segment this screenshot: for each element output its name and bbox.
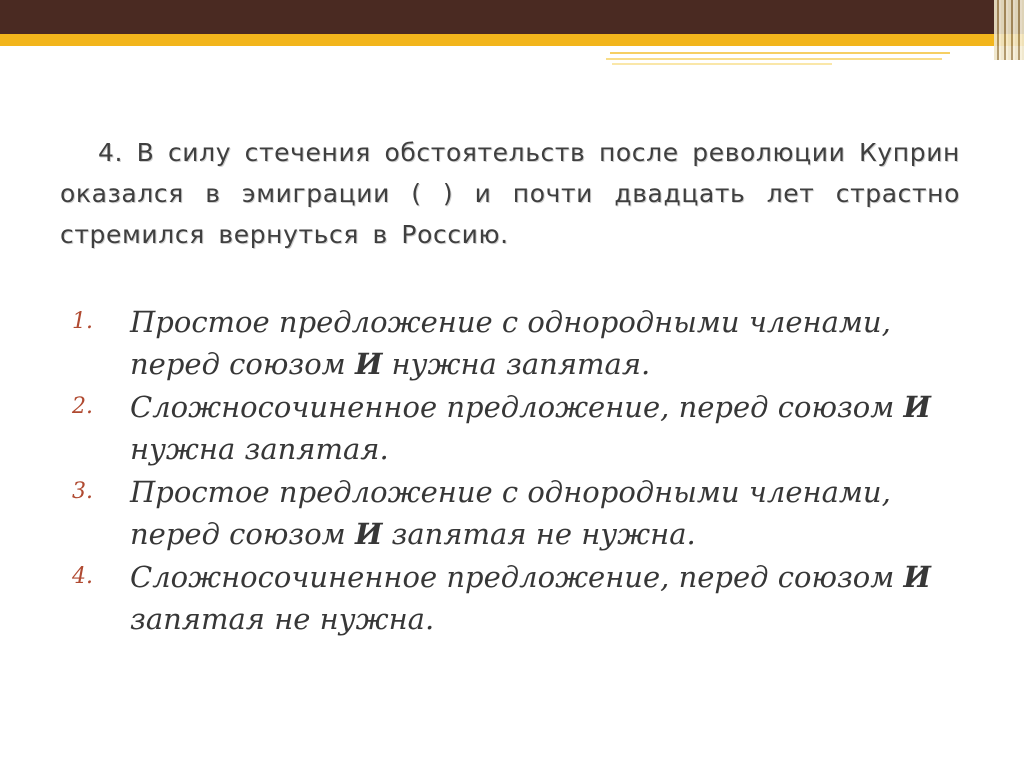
decorative-line [612, 63, 832, 65]
answer-text-before: Сложносочиненное предложение, перед союзом [130, 560, 904, 594]
answer-text-before: Простое предложение с однородными членами, перед союзом [130, 305, 891, 381]
answer-option-3 [72, 471, 972, 555]
conjunction: И [354, 347, 383, 381]
answer-text-after: нужна запятая. [382, 347, 651, 381]
decorative-line [610, 52, 950, 54]
answer-text-after: запятая не нужна. [382, 517, 696, 551]
answer-text [130, 471, 972, 555]
conjunction: И [903, 390, 931, 424]
answer-number: 1. [72, 309, 93, 334]
top-brown-bar [0, 0, 1024, 34]
edge-stripes [994, 0, 1024, 60]
answer-text-after: запятая не нужна. [130, 602, 435, 636]
answer-text-before: Сложносочиненное предложение, перед союзом [130, 390, 904, 424]
conjunction: И [354, 517, 383, 551]
answer-number: 3. [72, 479, 93, 504]
answer-number: 4. [72, 564, 93, 589]
answer-text [130, 301, 972, 385]
question-text: 4. В силу стечения обстоятельств после революции Куприн оказался в эмиграции ( ) и почти двадцать лет страстно стремился вернуться в Россию. [60, 138, 960, 249]
answer-text-before: Простое предложение с однородными членами, перед союзом [130, 475, 891, 551]
answer-text [130, 556, 972, 640]
answer-number: 2. [72, 394, 93, 419]
answer-option-1 [72, 301, 972, 385]
answer-list [72, 301, 972, 641]
answer-option-4 [72, 556, 972, 640]
decorative-line [606, 58, 942, 60]
conjunction: И [903, 560, 931, 594]
answer-option-2 [72, 386, 972, 470]
answer-text [130, 386, 972, 470]
gold-band [0, 34, 1024, 46]
answer-text-after: нужна запятая. [130, 432, 389, 466]
